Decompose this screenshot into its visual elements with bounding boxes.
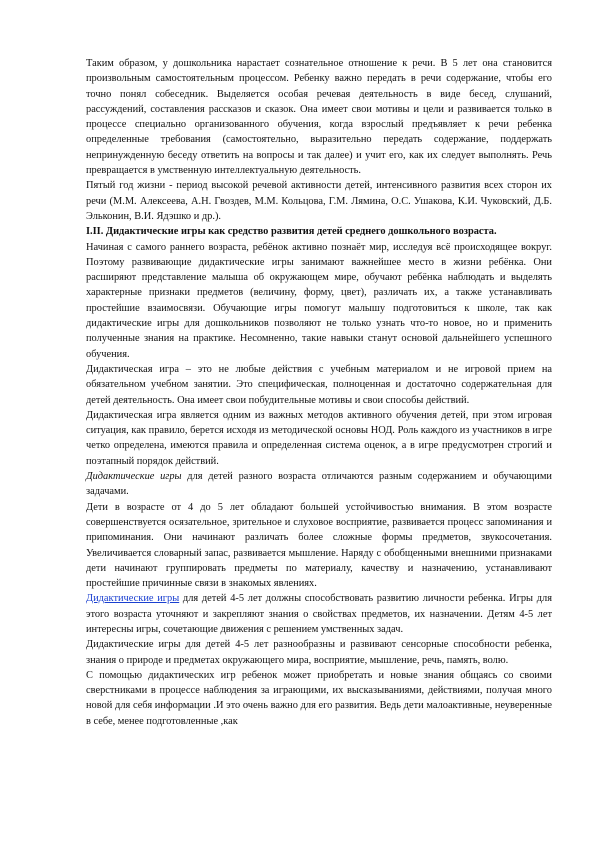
paragraph-games-4-5 bbox=[86, 591, 552, 637]
paragraph-fifth-year: Пятый год жизни - период высокой речевой активности детей, интенсивного развития всех сторон их речи (М.М. Алексеева, А.Н. Гвоздев, М.М. Кольцова, Г.М. Лямина, О.С. Ушакова, К.И. Чуковский, Д.Б. Эльконин, В.И. Ядэшко и др.). bbox=[86, 180, 552, 222]
paragraph-speech-awareness: Таким образом, у дошкольника нарастает сознательное отношение к речи. В 5 лет она становится произвольным самостоятельным процессом. Ребенку важно передать в речи содержание, чтобы его точно понял собеседник. Выделяется особая речевая деятельность в виде бесед, слушаний, рассуждений, составления рассказов и сказок. Она имеет свои мотивы и цели и развивается только в процессе специально организованного обучения, когда взрослый предъявляет к речи ребенка определенные требования (самостоятельно, выразительно передать содержание, поддержать непринужденную беседу ответить на вопросы и так далее) и учит его, как их следует выполнять. Речь превращается в умственную интеллектуальную деятельность. bbox=[86, 58, 552, 177]
paragraph-active-learning: Дидактическая игра является одним из важных методов активного обучения детей, при этом игровая ситуация, как правило, берется исходя из методической основы НОД. Роль каждого из участников в игре четко определена, имеются правила и определенная система оценок, а в игре предусмотрен строгий и поэтапный порядок действий. bbox=[86, 409, 552, 467]
paragraph-different-ages-text: для детей разного возраста отличаются разным содержанием и обучающими задачами. bbox=[86, 471, 552, 498]
paragraph-early-age: Начиная с самого раннего возраста, ребёнок активно познаёт мир, исследуя всё происходящее вокруг. Поэтому развивающие дидактические игры занимают важнейшее место в жизни ребёнка. Они расширяют представление малыша об окружающем мире, обучают ребёнка наблюдать и выделять характерные признаки предметов (величину, форму, цвет), различать их, а также устанавливать простейшие взаимосвязи. Обучающие игры помогут малышу подготовиться к школе, так как дидактические игры для дошкольников позволяют не только узнать что-то новое, но и применить полученные знания на практике. Несомненно, такие навыки станут основой дальнейшего успешного обучения. bbox=[86, 241, 552, 360]
paragraph-games-4-5-text: для детей 4-5 лет должны способствовать развитию личности ребенка. Игры для этого возраста уточняют и закрепляют знания о свойствах предметов, их назначении. Детям 4-5 лет интересны игры, сочетающие движения с решением умственных задач. bbox=[86, 593, 552, 635]
paragraph-didactic-definition: Дидактическая игра – это не любые действия с учебным материалом и не игровой прием на обязательном учебном занятии. Это специфическая, полноценная и достаточно содержательная для детей деятельность. Она имеет свои побудительные мотивы и свои способы действий. bbox=[86, 363, 552, 406]
paragraph-sensory: Дидактические игры для детей 4-5 лет разнообразны и развивают сенсорные способности ребенка, знания о природе и предметах окружающего мира, восприятие, мышление, речь, память, волю. bbox=[86, 639, 552, 666]
didactic-games-link[interactable]: Дидактические игры bbox=[86, 593, 180, 605]
paragraph-different-ages bbox=[86, 469, 552, 500]
paragraph-age-4-5: Дети в возрасте от 4 до 5 лет обладают большей устойчивостью внимания. В этом возрасте совершенствуется осязательное, зрительное и слуховое восприятие, развивается процесс запоминания и припоминания. Они начинают различать более сложные формы предметов, звукосочетания. Увеличивается словарный запас, развивается мышление. Наряду с обобщенными внешними признаками дети начинают группировать предметы по материалу, качеству и назначению, устанавливают простейшие причинные связи в знакомых явлениях. bbox=[86, 501, 552, 590]
italic-term: Дидактические игры bbox=[86, 471, 182, 483]
document-page bbox=[86, 56, 552, 729]
paragraph-new-knowledge: С помощью дидактических игр ребенок может приобретать и новые знания общаясь со своими сверстниками в процессе наблюдения за играющими, их высказываниями, действиями, получая много новой для себя информации .И это очень важно для его развития. Ведь дети малоактивные, неуверенные в себе, менее подготовленные ,как bbox=[86, 669, 552, 727]
section-heading: I.II. Дидактические игры как средство развития детей среднего дошкольного возраста. bbox=[86, 226, 497, 238]
